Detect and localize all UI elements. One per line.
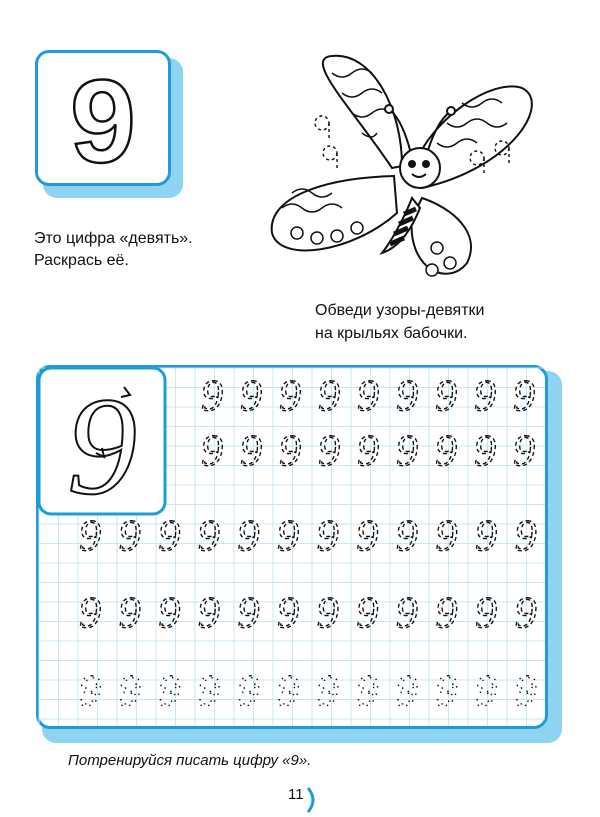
trace-digit-nine: 9 [513,371,535,420]
trace-digit-nine: 9 [435,511,458,560]
digit-caption-line1: Это цифра «девять». [34,230,193,247]
digit-caption [34,228,193,272]
trace-digit-nine: 9 [318,426,340,475]
trace-digit-nine: 9 [514,666,537,715]
trace-digit-nine: 9 [277,511,299,560]
trace-digit-nine: 9 [201,371,223,420]
digit-glyph: 9 [70,56,136,188]
page-number: 11 [288,786,304,803]
trace-digit-nine: 9 [396,426,418,475]
trace-digit-nine: 9 [201,426,223,475]
practice-board [36,365,556,737]
trace-digit-nine: 9 [475,666,497,715]
trace-digit-nine: 9 [316,588,339,637]
trace-digit-nine: 9 [435,426,457,475]
trace-digit-nine: 9 [395,666,418,715]
trace-digit-nine: 9 [474,426,496,475]
trace-digit-nine: 9 [158,666,181,715]
outline-digit-nine [35,50,183,198]
practice-instruction: Потренируйся писать цифру «9». [68,752,312,769]
digit-card [35,50,183,198]
trace-digit-nine: 9 [279,371,301,420]
trace-digit-nine: 9 [356,511,379,560]
trace-digit-nine: 9 [237,511,260,560]
trace-digit-nine: 9 [395,588,418,637]
trace-digit-nine: 9 [357,426,379,475]
trace-digit-nine: 9 [277,666,299,715]
trace-digit-nine: 9 [79,588,101,637]
trace-digit-nine: 9 [474,371,496,420]
trace-digit-nine: 9 [240,371,262,420]
butterfly-caption [315,299,484,345]
trace-digit-nine: 9 [356,666,379,715]
trace-digit-nine: 9 [79,511,101,560]
trace-digit-nine: 9 [158,588,181,637]
trace-digit-nine: 9 [396,371,418,420]
trace-digit-nine: 9 [240,426,262,475]
trace-digit-nine: 9 [357,371,379,420]
sample-digit-nine: 9 [67,369,137,524]
trace-digit-nine: 9 [279,426,301,475]
trace-digit-nine: 9 [118,666,141,715]
butterfly-illustration [262,48,562,298]
trace-digit-nine: 9 [79,666,101,715]
trace-digit-nine: 9 [475,511,497,560]
trace-digit-nine: 9 [118,511,141,560]
trace-digit-nine: 9 [197,588,220,637]
trace-digit-nine: 9 [277,588,299,637]
trace-digit-nine: 9 [197,666,220,715]
trace-digit-nine: 9 [475,588,497,637]
trace-digit-nine: 9 [514,511,537,560]
trace-digit-nine: 9 [514,588,537,637]
trace-digit-nine: 9 [158,511,181,560]
butterfly-caption-line2: на крыльях бабочки. [315,325,468,342]
trace-digit-nine: 9 [316,511,339,560]
trace-digit-nine: 9 [318,371,340,420]
butterfly-caption-line1: Обведи узоры-девятки [315,302,485,319]
trace-digit-nine: 9 [395,511,418,560]
trace-digit-nine: 9 [316,666,339,715]
digit-caption-line2: Раскрась её. [34,252,129,269]
trace-digit-nine: 9 [237,666,260,715]
trace-digit-nine: 9 [197,511,220,560]
trace-digit-nine: 9 [435,666,458,715]
trace-digit-nine: 9 [435,588,458,637]
trace-digit-nine: 9 [118,588,141,637]
trace-digit-nine: 9 [356,588,379,637]
trace-digit-nine: 9 [435,371,457,420]
trace-digit-nine: 9 [237,588,260,637]
trace-digit-nine: 9 [513,426,535,475]
practice-grid [36,365,556,737]
